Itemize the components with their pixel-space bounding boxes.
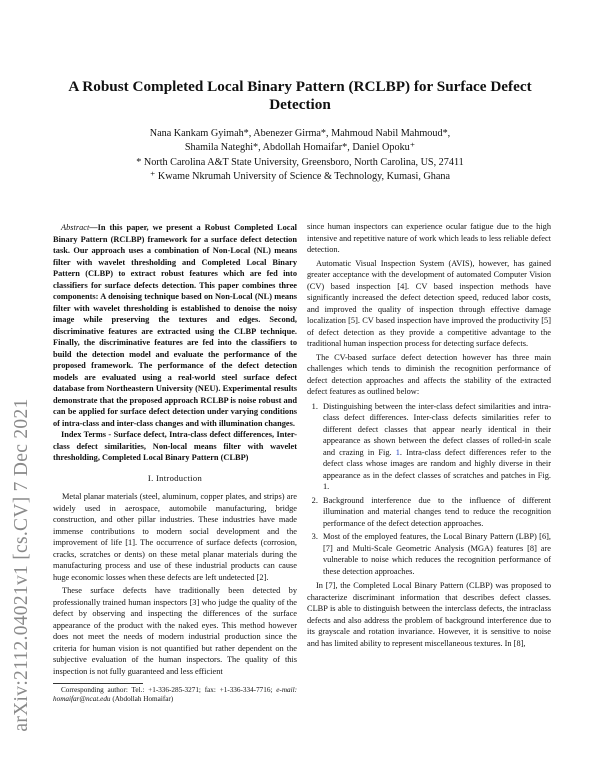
paper-title: A Robust Completed Local Binary Pattern (RCLBP) for Surface Defect Detection — [68, 78, 532, 113]
right-column — [307, 221, 551, 649]
arxiv-identifier: arXiv:2112.04021v1 [cs.CV] 7 Dec 2021 — [11, 398, 32, 732]
challenge-1-text-a: Distinguishing between the inter-class defect similarities and intra-class defect differences. Inter-class defects similarities refer to different defect classes that appear nearly identical in their appearance as shown between the defect classes of rolled-in scale and crazing in Fig. — [323, 401, 551, 457]
right-paragraph-3: The CV-based surface defect detection however has three main challenges which tends to diminish the recognition performance of defect detection approaches and affects the stability of the extracted defect features as outlined below: — [307, 352, 551, 396]
footnote-divider — [53, 683, 143, 684]
left-column — [53, 222, 297, 705]
right-paragraph-4: In [7], the Completed Local Binary Pattern (CLBP) was proposed to characterize discriminant information that describes defect classes. CLBP is able to distinguish between the interclass defects, the intraclass defects and also address the problem of background interference due to its grayscale and rotation invariance. However, it is sensitive to noise and has limited ability to represent miscellaneous textures. In [8], — [307, 581, 551, 648]
abstract — [53, 222, 297, 429]
footnote — [53, 686, 297, 705]
right-paragraph-2: Automatic Visual Inspection System (AVIS), however, has gained greater acceptance with the development of automated Computer Vision (CV) based inspection [4]. CV based inspection methods have significantly increased the defect detection speed, reduced labor costs, and improved the quality of inspection through effective damage localization [5]. CV based inspection have improved the productivity [5] of defect detection as they provide a competitive advantage to the traditional human inspection process for detecting surface defects. — [307, 258, 551, 348]
intro-paragraph-1: Metal planar materials (steel, aluminum, copper plates, and strips) are widely used in aerospace, automobile manufacturing, bridge construction, and other pillar industries. These industries have made immense contributions to modern social development and the improvement of life [1]. The occurrence of surface defects (corrosion, cracks, scratches or dents) on these metal planar materials during the manufacturing process and use of these industrial products can cause huge economic losses when these defects are left undetected [2]. — [53, 492, 297, 582]
affiliation-2: ⁺ Kwame Nkrumah University of Science & Technology, Kumasi, Ghana — [149, 170, 451, 182]
abstract-label: Abstract — [61, 223, 90, 232]
abstract-body: —In this paper, we present a Robust Completed Local Binary Pattern (RCLBP) framework for a surface defect detection task. Our approach uses a combination of Non-Local (NL) means filter with wavelet thresholding and Completed Local Binary Pattern (CLBP) to extract robust features which are fed into classifiers for surface defects detection. This paper combines three components: A denoising technique based on Non-Local (NL) means filter with wavelet thresholding is established to denoise the noisy image while preserving the textures and edges. Second, discriminative features are extracted using the CLBP technique. Finally, the discriminative features are fed into the classifiers to build the detection model and evaluate the performance of the proposed framework. The performance of the defect detection models are evaluated using a real-world steel surface defect database from Northeastern University (NEU). Experimental results demonstrate that the proposed approach RCLBP is noise robust and can be applied for surface defect detection under varying conditions of intra-class and inter-class changes and with illumination changes. — [53, 223, 297, 428]
footnote-email[interactable]: homaifar@ncat.edu — [53, 695, 111, 704]
challenge-1-text-b: . Intra-class defect differences refer to the defect class whose images are random and highly diverse in their appearance as in the defect classes of scratches and patches in Fig. 1. — [323, 447, 552, 491]
footnote-email-label: e-mail: — [276, 686, 297, 694]
footnote-contact: Corresponding author: Tel.: +1-336-285-3271; fax: +1-336-334-7716; — [61, 686, 273, 694]
arxiv-sidebar-stamp — [8, 205, 36, 732]
challenge-item-1 — [320, 401, 551, 493]
challenge-item-2: 2. Background interference due to the influence of different illumination and material changes tend to reduce the recognition performance of the defect detection approaches. — [320, 495, 551, 530]
intro-paragraph-2: These surface defects have traditionally been detected by professionally trained human inspectors [3] who judge the quality of the defect by observing and inspecting the differences of the surface appearance of the product with the naked eyes. This method however does not meet the needs of modern industrial production since the criteria for human vision is not quantified but rather dependent on the subjective evaluation of the human inspectors. The quality of this inspection is not fully guaranteed and less efficient — [53, 586, 297, 676]
affiliation-1: * North Carolina A&T State University, Greensboro, North Carolina, US, 27411 — [136, 156, 464, 168]
figure-1-link[interactable]: 1 — [395, 447, 400, 457]
challenge-list — [307, 401, 551, 578]
author-line-2: Shamila Nateghi*, Abdollah Homaifar*, Daniel Opoku⁺ — [184, 142, 416, 154]
author-line-1: Nana Kankam Gyimah*, Abenezer Girma*, Mahmoud Nabil Mahmoud*, — [149, 128, 451, 139]
section-heading-introduction: I. Introduction — [147, 472, 203, 483]
challenge-item-3: 3. Most of the employed features, the Local Binary Pattern (LBP) [6], [7] and Multi-Scale Geometric Analysis (MGA) features [8] are vulnerable to noise which reduces the recognition performance of these detection approaches. — [320, 531, 551, 577]
index-terms: Index Terms - Surface defect, Intra-class defect differences, Inter-class defect similarities, Non-local means filter with wavelet thresholding, Completed Local Binary Pattern (CLBP) — [53, 430, 297, 462]
author-block — [40, 127, 560, 184]
footnote-author-name: (Abdollah Homaifar) — [112, 695, 174, 704]
right-paragraph-1: since human inspectors can experience ocular fatigue due to the high intensive and repetitive nature of work which leads to less reliable defect detection. — [307, 222, 551, 254]
